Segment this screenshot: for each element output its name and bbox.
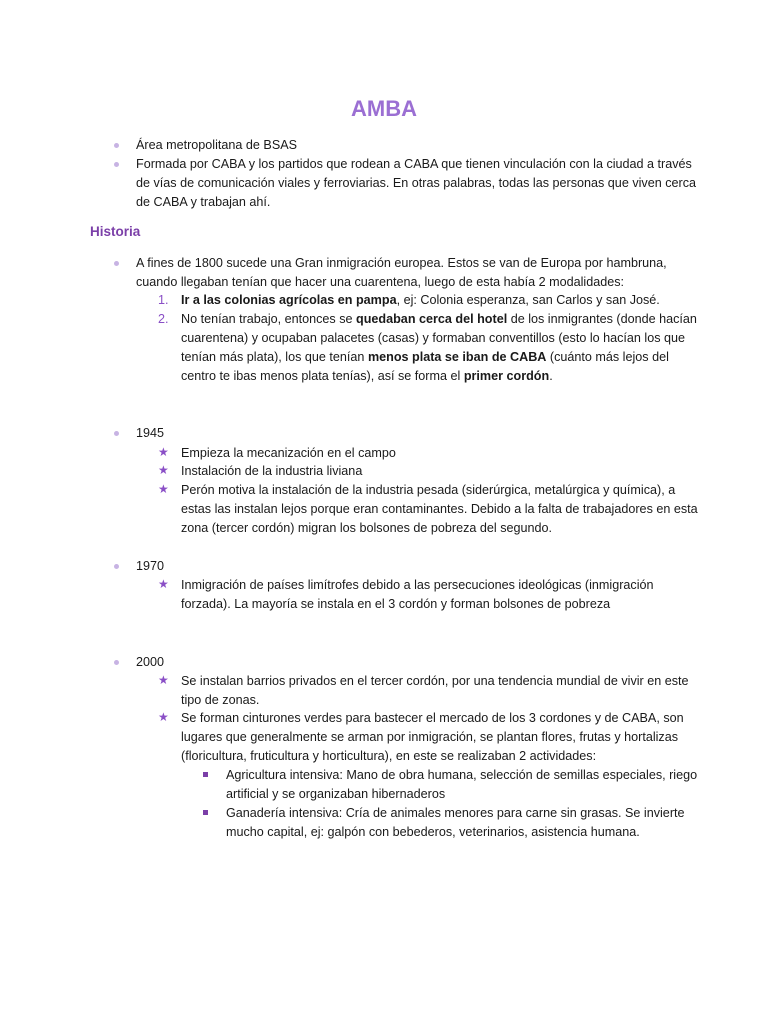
list-item (203, 804, 716, 842)
bold-text: quedaban cerca del hotel (356, 312, 508, 326)
item-text: . (549, 369, 553, 383)
year-label: 1970 (136, 559, 165, 573)
list-item (114, 653, 696, 672)
list-item (158, 462, 703, 481)
item-text: (cuánto más lejos del centro te ibas menos plata tenías), así se forma el (181, 350, 669, 383)
list-item (158, 481, 703, 538)
list-item (203, 766, 716, 804)
item-text: Agricultura intensiva: Mano de obra humana, selección de semillas especiales, riego artificial y se organizaban hibernaderos (226, 768, 698, 801)
list-item (114, 557, 696, 576)
item-number: 2. (158, 312, 169, 326)
item-text: Se forman cinturones verdes para bastecer el mercado de los 3 cordones y de CABA, son lugares que generalmente se arman por inmigración, se plantan flores, frutas y hortalizas (floricultura, fruticultura y horticultura), en este se realizaban 2 actividades: (181, 711, 684, 763)
star-bullet-icon: ★ (158, 577, 169, 591)
square-bullet-icon (203, 810, 208, 815)
item-text: de los inmigrantes (donde hacían cuarentena) y ocupaban palacetes (casas) y formaban conventillos (esto lo hacían los que tenían más plata), los que tenían (181, 312, 697, 364)
list-item (114, 254, 696, 292)
page-title: AMBA (351, 96, 417, 121)
item-text: Empieza la mecanización en el campo (181, 446, 396, 460)
list-item (158, 709, 703, 766)
item-number: 1. (158, 293, 169, 307)
star-bullet-icon: ★ (158, 482, 169, 496)
year-label: 2000 (136, 655, 165, 669)
year-label: 1945 (136, 426, 165, 440)
item-text: Inmigración de países limítrofes debido a las persecuciones ideológicas (inmigración forzada). La mayoría se instala en el 3 cordón y forman bolsones de pobreza (181, 578, 654, 611)
list-item (158, 576, 703, 614)
numbered-item (158, 291, 703, 310)
section-heading: Historia (90, 224, 141, 239)
item-text: Formada por CABA y los partidos que rodean a CABA que tienen vinculación con la ciudad a través de vías de comunicación viales y ferroviarias. En otras palabras, todas las personas que viven cerca de CABA y trabajan ahí. (136, 157, 697, 209)
item-text: Ganadería intensiva: Cría de animales menores para carne sin grasas. Se invierte mucho capital, ej: galpón con bebederos, veterinarios, asistencia humana. (226, 806, 685, 839)
item-text: A fines de 1800 sucede una Gran inmigración europea. Estos se van de Europa por hambruna, cuando llegaban tenían que hacer una cuarentena, luego de esta había 2 modalidades: (136, 256, 667, 289)
bold-text: primer cordón (463, 369, 550, 383)
numbered-item (158, 310, 703, 386)
item-text: Perón motiva la instalación de la industria pesada (siderúrgica, metalúrgica y química), a estas las instalan lejos porque eran contaminantes. Debido a la falta de trabajadores en esta zona (tercer cordón) migran los bolsones de pobreza del segundo. (181, 483, 698, 535)
star-bullet-icon: ★ (158, 710, 169, 724)
bold-text: Ir a las colonias agrícolas en pampa (181, 293, 397, 307)
item-text: , ej: Colonia esperanza, san Carlos y san José. (396, 293, 660, 307)
list-item (114, 136, 696, 155)
bold-text: menos plata se iban de CABA (367, 350, 547, 364)
star-bullet-icon: ★ (158, 463, 169, 477)
list-item (158, 444, 703, 463)
item-text: No tenían trabajo, entonces se (181, 312, 357, 326)
list-item (114, 155, 696, 212)
star-bullet-icon: ★ (158, 445, 169, 459)
item-text: Instalación de la industria liviana (181, 464, 363, 478)
list-item (114, 424, 696, 443)
item-text: Se instalan barrios privados en el tercer cordón, por una tendencia mundial de vivir en este tipo de zonas. (181, 674, 689, 707)
list-item (158, 672, 703, 710)
star-bullet-icon: ★ (158, 673, 169, 687)
item-text: Área metropolitana de BSAS (136, 138, 298, 152)
square-bullet-icon (203, 772, 208, 777)
